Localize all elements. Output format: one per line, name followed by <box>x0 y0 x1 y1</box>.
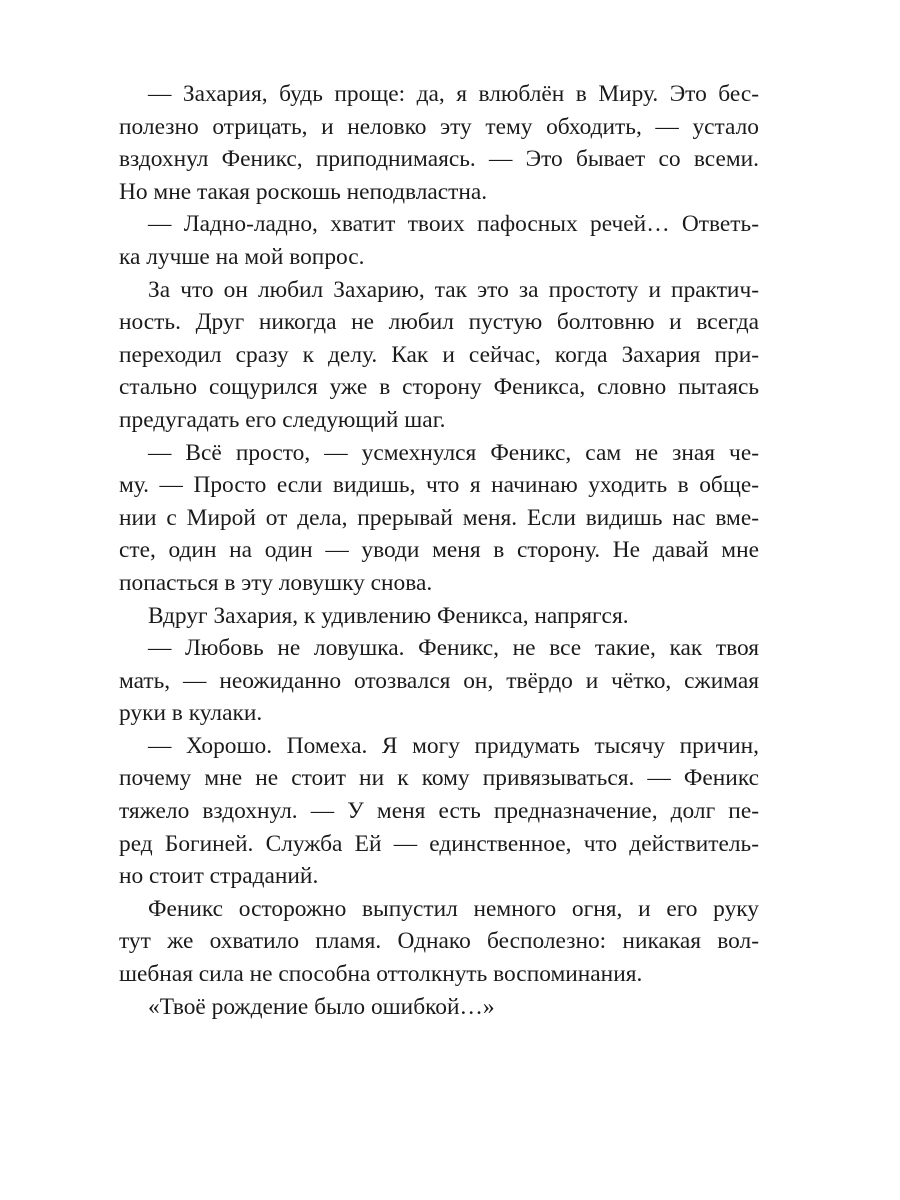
text-line: шебная сила не способна оттолкнуть воспоминания. <box>119 961 643 988</box>
text-line: вздохнул Феникс, приподнимаясь. — Это бывает со всеми. <box>119 146 759 173</box>
text-line: но стоит страданий. <box>119 863 319 890</box>
text-line: мать, — неожиданно отозвался он, твёрдо и чётко, сжимая <box>119 667 759 694</box>
text-line: — Ладно-ладно, хватит твоих пафосных речей… Ответь- <box>148 211 759 238</box>
text-line: — Всё просто, — усмехнулся Феникс, сам не зная че- <box>148 439 759 466</box>
text-line: «Твоё рождение было ошибкой…» <box>148 993 495 1020</box>
book-page-text <box>119 78 759 1023</box>
text-line: полезно отрицать, и неловко эту тему обходить, — устало <box>119 113 759 140</box>
text-line: тяжело вздохнул. — У меня есть предназначение, долг пе- <box>119 798 759 825</box>
text-line: — Захария, будь проще: да, я влюблён в Миру. Это бес- <box>148 81 759 107</box>
text-line: нии с Мирой от дела, прерывай меня. Если видишь нас вме- <box>119 504 759 531</box>
text-line: — Любовь не ловушка. Феникс, не все такие, как твоя <box>148 635 759 662</box>
text-line: тут же охватило пламя. Однако бесполезно: никакая вол- <box>119 928 759 955</box>
text-line: сте, один на один — уводи меня в сторону. Не давай мне <box>119 537 759 564</box>
text-line: переходил сразу к делу. Как и сейчас, когда Захария при- <box>119 341 759 368</box>
text-line: стально сощурился уже в сторону Феникса, словно пытаясь <box>119 374 759 401</box>
text-line: му. — Просто если видишь, что я начинаю уходить в обще- <box>119 472 759 499</box>
text-line: ка лучше на мой вопрос. <box>119 243 365 270</box>
text-line: Но мне такая роскошь неподвластна. <box>119 178 488 205</box>
text-line: ред Богиней. Служба Ей — единственное, что действитель- <box>119 830 759 857</box>
text-line: руки в кулаки. <box>119 700 263 727</box>
text-line: почему мне не стоит ни к кому привязываться. — Феникс <box>119 765 759 792</box>
text-line: попасться в эту ловушку снова. <box>119 569 433 596</box>
text-line: предугадать его следующий шаг. <box>119 406 446 433</box>
text-line: Вдруг Захария, к удивлению Феникса, напрягся. <box>148 602 629 629</box>
text-line: ность. Друг никогда не любил пустую болтовню и всегда <box>119 309 759 336</box>
text-line: — Хорошо. Помеха. Я могу придумать тысячу причин, <box>148 732 759 759</box>
text-line: Феникс осторожно выпустил немного огня, и его руку <box>148 895 759 922</box>
text-line: За что он любил Захарию, так это за простоту и практич- <box>148 276 759 303</box>
